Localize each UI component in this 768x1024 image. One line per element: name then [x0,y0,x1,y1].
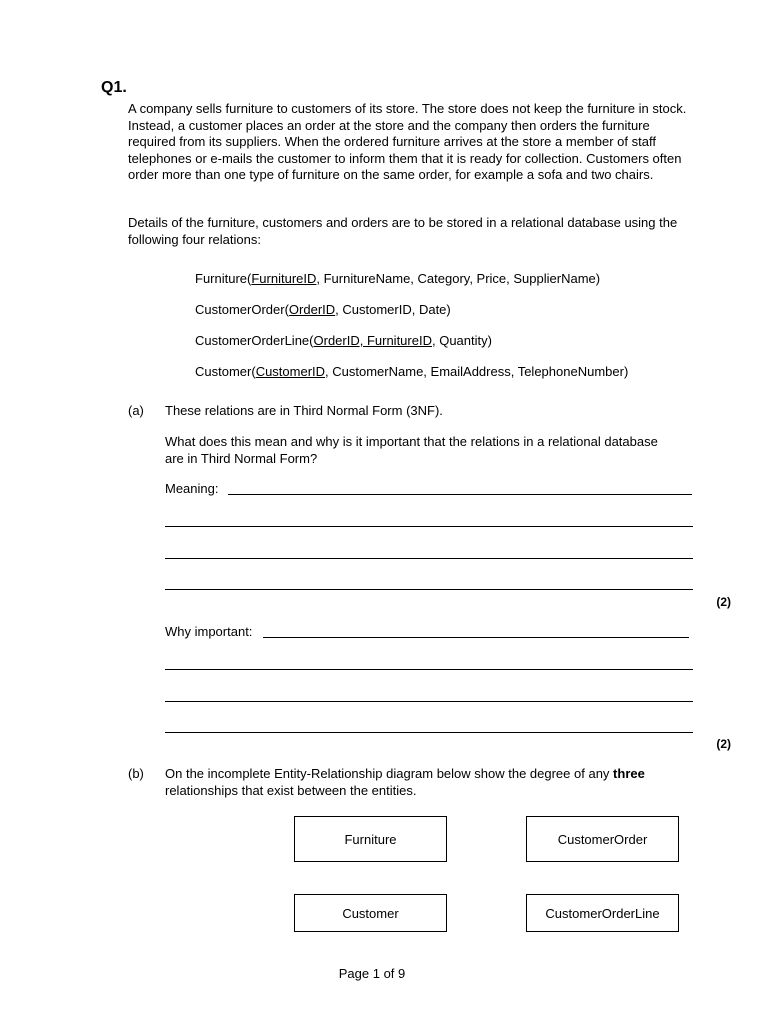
part-b-label: (b) [128,766,144,781]
marks-meaning: (2) [716,595,731,609]
question-number: Q1. [101,79,127,96]
intro-paragraph: A company sells furniture to customers of its store. The store does not keep the furniture in stock. Instead, a customer places an order at the store and the company then orders the furniture required from its suppliers. When the ordered furniture arrives at the store a member of staff telephones or e-mails the customer to inform them that it is ready for collection. Customers often order more than one type of furniture on the same order, for example a sofa and two chairs. [128,101,687,182]
details-paragraph: Details of the furniture, customers and orders are to be stored in a relational database using the following four relations: [128,215,678,247]
relation-customer-order [195,302,451,318]
relation-attributes: , CustomerName, EmailAddress, TelephoneNumber) [325,364,629,379]
answer-line-meaning-2[interactable] [165,526,693,527]
answer-line-meaning-1[interactable] [228,494,692,495]
relation-customer [195,364,628,380]
part-a-statement: These relations are in Third Normal Form (3NF). [165,403,443,418]
part-a-question: What does this mean and why is it important that the relations in a relational database are in Third Normal Form? [165,434,658,466]
part-b-bold-word: three [613,766,645,781]
part-b-text-start: On the incomplete Entity-Relationship diagram below show the degree of any [165,766,610,781]
entity-label: Furniture [344,831,397,847]
relation-name: CustomerOrder( [195,302,289,317]
answer-line-why-4[interactable] [165,732,693,733]
relation-customer-order-line [195,333,492,349]
relation-name: Furniture( [195,271,252,286]
part-b-question [165,766,695,799]
answer-line-meaning-4[interactable] [165,589,693,590]
relation-name: Customer( [195,364,256,379]
page-number: Page 1 of 9 [338,966,406,981]
answer-line-why-1[interactable] [263,637,689,638]
entity-label: Customer [342,905,399,921]
part-a-label: (a) [128,403,144,418]
relation-attributes: , FurnitureName, Category, Price, SupplierName) [316,271,601,286]
entity-customer[interactable] [294,894,447,932]
relation-attributes: , Quantity) [431,333,492,348]
why-important-label: Why important: [165,624,253,639]
relation-primary-key: FurnitureID [251,271,317,286]
answer-line-why-3[interactable] [165,701,693,702]
answer-line-why-2[interactable] [165,669,693,670]
entity-label: CustomerOrder [557,831,648,847]
part-b-text-end: relationships that exist between the entities. [165,782,417,798]
relation-primary-key: OrderID, FurnitureID [313,333,432,348]
entity-furniture[interactable] [294,816,447,862]
entity-label: CustomerOrderLine [545,905,660,921]
relation-attributes: , CustomerID, Date) [335,302,451,317]
relation-primary-key: OrderID [288,302,336,317]
relation-primary-key: CustomerID [255,364,326,379]
entity-customer-order-line[interactable] [526,894,679,932]
meaning-label: Meaning: [165,481,219,496]
marks-why-important: (2) [716,737,731,751]
relation-name: CustomerOrderLine( [195,333,314,348]
answer-line-meaning-3[interactable] [165,558,693,559]
entity-customer-order[interactable] [526,816,679,862]
relation-furniture [195,271,600,287]
